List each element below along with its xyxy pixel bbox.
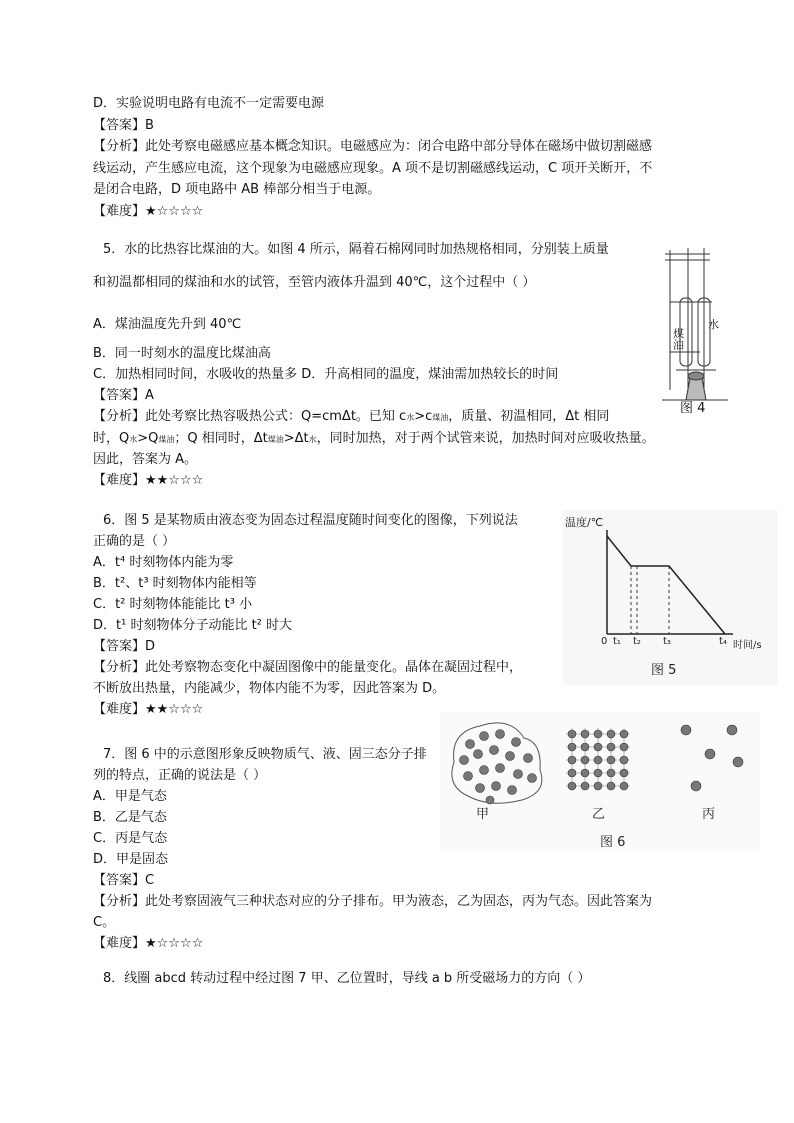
q6-option-b: B．t²、t³ 时刻物体内能相等 (93, 576, 257, 591)
figure-5-xlabel: 时间/s (733, 640, 762, 651)
figure-5-origin: 0 (601, 636, 608, 647)
q5-analysis-line-3: 因此，答案为 A。 (93, 452, 198, 467)
q5-answer: 【答案】A (93, 388, 154, 403)
q6-difficulty: 【难度】★★☆☆☆ (93, 702, 204, 717)
figure-6-label-jia: 甲 (476, 807, 490, 822)
top-answer: 【答案】B (93, 118, 154, 133)
top-analysis-line-1: 【分析】此处考察电磁感应基本概念知识。电磁感应为：闭合电路中部分导体在磁场中做切割磁感 (93, 139, 653, 154)
figure-5-tick-t2: t₂ (633, 636, 641, 647)
figure-6-states (440, 712, 760, 852)
q6-stem-line-2: 正确的是（ ） (93, 534, 176, 549)
q5-option-a: A．煤油温度先升到 40℃ (93, 317, 242, 332)
q7-option-b: B．乙是气态 (93, 810, 167, 825)
q6-option-a: A．t⁴ 时刻物体内能为零 (93, 555, 234, 570)
q7-analysis-line-1: 【分析】此处考察固液气三种状态对应的分子排布。甲为液态，乙为固态，丙为气态。因此答案为 (93, 894, 653, 909)
q5-stem-line-2: 和初温都相同的煤油和水的试管，至管内液体升温到 40℃，这个过程中（ ） (93, 275, 536, 290)
top-analysis-line-2: 线运动，产生感应电流，这个现象为电磁感应现象。A 项不是切割磁感线运动，C 项开关断开，不 (93, 161, 653, 176)
q7-option-c: C．丙是气态 (93, 831, 168, 846)
q5-difficulty: 【难度】★★☆☆☆ (93, 473, 204, 488)
figure-5-tick-t4: t₄ (719, 636, 727, 647)
figure-4-caption: 图 4 (680, 401, 706, 416)
q5-analysis-line-2: 时，Q水>Q煤油；Q 相同时，Δt煤油>Δt水，同时加热，对于两个试管来说，加热时间对应吸收热量。 (93, 431, 655, 446)
q7-difficulty: 【难度】★☆☆☆☆ (93, 936, 204, 951)
figure-5-cooling-curve (563, 510, 778, 685)
q5-stem-line-1: 5．水的比热容比煤油的大。如图 4 所示，隔着石棉网同时加热规格相同，分别装上质量 (103, 242, 609, 257)
q7-answer: 【答案】C (93, 873, 155, 888)
q8-stem: 8．线圈 abcd 转动过程中经过图 7 甲、乙位置时，导线 a b 所受磁场力的方向（ ） (103, 971, 591, 986)
figure-4-label-water: 水 (708, 318, 719, 331)
figure-6-label-yi: 乙 (592, 807, 606, 822)
figure-5-tick-t1: t₁ (613, 636, 621, 647)
figure-6-label-bing: 丙 (702, 807, 716, 822)
figure-4-label-kerosene: 煤油 (671, 328, 685, 350)
q6-analysis-line-1: 【分析】此处考察物态变化中凝固图像中的能量变化。晶体在凝固过程中， (93, 660, 523, 675)
q7-option-a: A．甲是气态 (93, 789, 167, 804)
q5-option-cd: C．加热相同时间，水吸收的热量多 D．升高相同的温度，煤油需加热较长的时间 (93, 367, 559, 382)
top-analysis-line-3: 是闭合电路，D 项电路中 AB 棒部分相当于电源。 (93, 182, 381, 197)
q6-answer: 【答案】D (93, 639, 156, 654)
figure-6-caption: 图 6 (600, 835, 626, 850)
q7-analysis-line-2: C。 (93, 915, 116, 930)
q5-option-b: B．同一时刻水的温度比煤油高 (93, 346, 271, 361)
figure-5-caption: 图 5 (651, 663, 677, 678)
q6-stem-line-1: 6．图 5 是某物质由液态变为固态过程温度随时间变化的图像，下列说法 (103, 513, 518, 528)
q6-option-d: D．t¹ 时刻物体分子动能比 t² 时大 (93, 618, 293, 633)
q7-option-d: D．甲是固态 (93, 852, 169, 867)
q5-analysis-line-1: 【分析】此处考察比热容吸热公式：Q=cmΔt。已知 c水>c煤油，质量、初温相同，Δt 相同 (93, 409, 610, 424)
top-difficulty: 【难度】★☆☆☆☆ (93, 204, 204, 219)
figure-4-apparatus (660, 240, 730, 420)
q6-option-c: C．t² 时刻物体能能比 t³ 小 (93, 597, 253, 612)
top-option-d: D．实验说明电路有电流不一定需要电源 (93, 96, 325, 111)
figure-5-tick-t3: t₃ (663, 636, 671, 647)
q7-stem-line-2: 列的特点，正确的说法是（ ） (93, 768, 267, 783)
q7-stem-line-1: 7．图 6 中的示意图形象反映物质气、液、固三态分子排 (103, 747, 427, 762)
figure-5-ylabel: 温度/℃ (565, 516, 604, 529)
q6-analysis-line-2: 不断放出热量，内能减少，物体内能不为零，因此答案为 D。 (93, 681, 446, 696)
